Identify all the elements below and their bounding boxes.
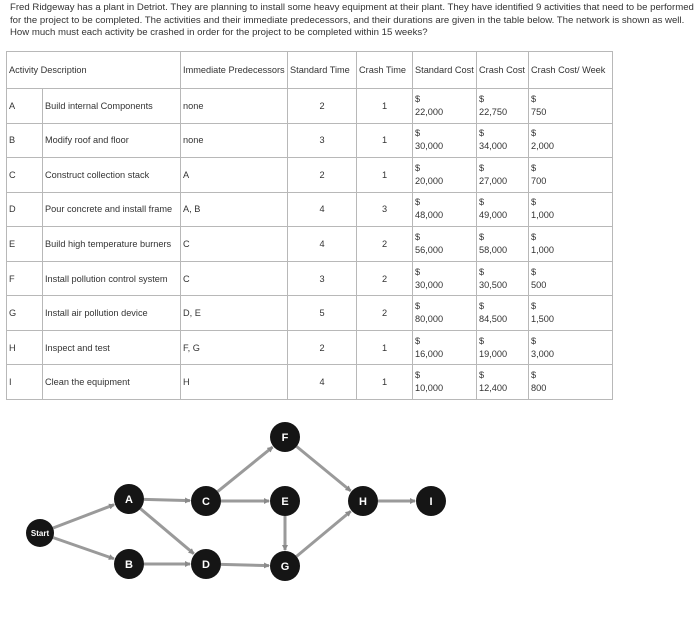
cell-value: 1,500 bbox=[531, 314, 555, 325]
node-label: E bbox=[281, 496, 289, 508]
currency-symbol: $ bbox=[479, 370, 485, 381]
cell-description: Install pollution control system bbox=[43, 261, 181, 296]
cell-value: 750 bbox=[531, 106, 547, 117]
cell-standard-time: 2 bbox=[288, 158, 357, 193]
cell-activity: G bbox=[7, 296, 43, 331]
cell-predecessors: none bbox=[181, 89, 288, 124]
cell-standard-time: 4 bbox=[288, 227, 357, 262]
node-label: G bbox=[280, 561, 290, 573]
node-label: A bbox=[125, 494, 133, 506]
cell-crash-time: 2 bbox=[357, 296, 413, 331]
cell-predecessors: D, E bbox=[181, 296, 288, 331]
cell-standard-time: 3 bbox=[288, 261, 357, 296]
currency-symbol: $ bbox=[415, 370, 421, 381]
table-header-row bbox=[7, 52, 613, 89]
cell-standard-time: 3 bbox=[288, 123, 357, 158]
cell-activity: B bbox=[7, 123, 43, 158]
cell-value: 27,000 bbox=[479, 175, 508, 186]
cell-standard-time: 2 bbox=[288, 330, 357, 365]
cell-crash-cost bbox=[477, 261, 529, 296]
table-row bbox=[7, 89, 613, 124]
cell-value: 30,500 bbox=[479, 279, 508, 290]
cell-crash-time: 1 bbox=[357, 330, 413, 365]
currency-symbol: $ bbox=[479, 231, 485, 242]
table-row bbox=[7, 261, 613, 296]
edge-c-to-f bbox=[218, 447, 273, 491]
node-label: F bbox=[281, 432, 289, 444]
cell-description: Install air pollution device bbox=[43, 296, 181, 331]
currency-symbol: $ bbox=[479, 266, 485, 277]
cell-activity: F bbox=[7, 261, 43, 296]
cell-crash-cost bbox=[477, 365, 529, 400]
cell-value: 700 bbox=[531, 175, 547, 186]
node-a bbox=[114, 484, 144, 514]
cell-standard-cost bbox=[413, 227, 477, 262]
cell-crash-cost bbox=[477, 158, 529, 193]
node-label: Start bbox=[30, 529, 50, 538]
cell-crash-cost bbox=[477, 192, 529, 227]
cell-value: 34,000 bbox=[479, 141, 508, 152]
node-label: H bbox=[359, 496, 367, 508]
cell-crash-time: 3 bbox=[357, 192, 413, 227]
currency-symbol: $ bbox=[531, 197, 537, 208]
currency-symbol: $ bbox=[415, 197, 421, 208]
table-body bbox=[7, 89, 613, 400]
cell-activity: H bbox=[7, 330, 43, 365]
currency-symbol: $ bbox=[415, 335, 421, 346]
cell-predecessors: none bbox=[181, 123, 288, 158]
currency-symbol: $ bbox=[479, 93, 485, 104]
cell-standard-time: 4 bbox=[288, 192, 357, 227]
currency-symbol: $ bbox=[531, 335, 537, 346]
cell-crash-cost-week bbox=[529, 296, 613, 331]
cell-crash-time: 2 bbox=[357, 261, 413, 296]
node-label: D bbox=[202, 559, 210, 571]
table-row bbox=[7, 158, 613, 193]
cell-value: 16,000 bbox=[415, 348, 444, 359]
cell-standard-time: 5 bbox=[288, 296, 357, 331]
cell-description: Pour concrete and install frame bbox=[43, 192, 181, 227]
cell-crash-cost bbox=[477, 296, 529, 331]
cell-standard-cost bbox=[413, 365, 477, 400]
cell-predecessors: A, B bbox=[181, 192, 288, 227]
cell-value: 12,400 bbox=[479, 383, 508, 394]
header-standard-time: Standard Time bbox=[288, 52, 357, 89]
currency-symbol: $ bbox=[479, 335, 485, 346]
edge-f-to-h bbox=[297, 447, 351, 491]
cell-description: Inspect and test bbox=[43, 330, 181, 365]
table-row bbox=[7, 365, 613, 400]
cell-predecessors: H bbox=[181, 365, 288, 400]
cell-standard-cost bbox=[413, 158, 477, 193]
node-g bbox=[270, 551, 300, 581]
cell-activity: C bbox=[7, 158, 43, 193]
cell-crash-cost-week bbox=[529, 330, 613, 365]
currency-symbol: $ bbox=[415, 93, 421, 104]
table-row bbox=[7, 192, 613, 227]
cell-crash-cost-week bbox=[529, 89, 613, 124]
header-description: Description bbox=[40, 65, 87, 75]
cell-crash-cost-week bbox=[529, 227, 613, 262]
node-d bbox=[191, 549, 221, 579]
cell-value: 1,000 bbox=[531, 210, 555, 221]
currency-symbol: $ bbox=[531, 93, 537, 104]
cell-value: 56,000 bbox=[415, 244, 444, 255]
currency-symbol: $ bbox=[531, 162, 537, 173]
table-row bbox=[7, 330, 613, 365]
node-f bbox=[270, 422, 300, 452]
cell-value: 500 bbox=[531, 279, 547, 290]
currency-symbol: $ bbox=[415, 231, 421, 242]
node-e bbox=[270, 486, 300, 516]
currency-symbol: $ bbox=[415, 128, 421, 139]
cell-value: 30,000 bbox=[415, 141, 444, 152]
node-start bbox=[26, 519, 54, 547]
currency-symbol: $ bbox=[531, 231, 537, 242]
cell-standard-cost bbox=[413, 296, 477, 331]
cell-activity: I bbox=[7, 365, 43, 400]
project-network-diagram bbox=[0, 405, 700, 622]
cell-value: 19,000 bbox=[479, 348, 508, 359]
header-activity: Activity bbox=[9, 65, 39, 75]
cell-standard-time: 4 bbox=[288, 365, 357, 400]
cell-predecessors: A bbox=[181, 158, 288, 193]
node-label: C bbox=[202, 496, 210, 508]
edge-d-to-g bbox=[221, 564, 269, 565]
activity-table bbox=[6, 51, 613, 400]
cell-value: 48,000 bbox=[415, 210, 444, 221]
cell-value: 1,000 bbox=[531, 244, 555, 255]
cell-crash-cost-week bbox=[529, 365, 613, 400]
cell-value: 30,000 bbox=[415, 279, 444, 290]
cell-value: 2,000 bbox=[531, 141, 555, 152]
currency-symbol: $ bbox=[479, 197, 485, 208]
cell-crash-cost bbox=[477, 330, 529, 365]
currency-symbol: $ bbox=[415, 266, 421, 277]
cell-value: 80,000 bbox=[415, 314, 444, 325]
table-row bbox=[7, 123, 613, 158]
currency-symbol: $ bbox=[415, 301, 421, 312]
table-row bbox=[7, 227, 613, 262]
cell-value: 800 bbox=[531, 383, 547, 394]
node-c bbox=[191, 486, 221, 516]
cell-predecessors: C bbox=[181, 227, 288, 262]
cell-activity: A bbox=[7, 89, 43, 124]
currency-symbol: $ bbox=[479, 162, 485, 173]
cell-value: 20,000 bbox=[415, 175, 444, 186]
header-crash-cost: Crash Cost bbox=[477, 52, 529, 89]
header-crash-cost-week: Crash Cost/ Week bbox=[529, 52, 613, 89]
node-b bbox=[114, 549, 144, 579]
node-i bbox=[416, 486, 446, 516]
currency-symbol: $ bbox=[531, 301, 537, 312]
cell-predecessors: C bbox=[181, 261, 288, 296]
cell-standard-cost bbox=[413, 261, 477, 296]
cell-value: 84,500 bbox=[479, 314, 508, 325]
cell-description: Construct collection stack bbox=[43, 158, 181, 193]
cell-crash-cost-week bbox=[529, 261, 613, 296]
currency-symbol: $ bbox=[531, 370, 537, 381]
currency-symbol: $ bbox=[531, 128, 537, 139]
currency-symbol: $ bbox=[531, 266, 537, 277]
cell-crash-cost-week bbox=[529, 158, 613, 193]
cell-crash-cost bbox=[477, 89, 529, 124]
edge-start-to-b bbox=[53, 538, 114, 559]
currency-symbol: $ bbox=[479, 301, 485, 312]
cell-description: Modify roof and floor bbox=[43, 123, 181, 158]
node-h bbox=[348, 486, 378, 516]
edge-start-to-a bbox=[53, 505, 114, 528]
cell-crash-time: 2 bbox=[357, 227, 413, 262]
cell-crash-cost bbox=[477, 123, 529, 158]
cell-value: 3,000 bbox=[531, 348, 555, 359]
cell-activity: D bbox=[7, 192, 43, 227]
cell-description: Clean the equipment bbox=[43, 365, 181, 400]
cell-standard-time: 2 bbox=[288, 89, 357, 124]
cell-crash-cost bbox=[477, 227, 529, 262]
edge-a-to-d bbox=[140, 509, 193, 554]
cell-standard-cost bbox=[413, 330, 477, 365]
cell-predecessors: F, G bbox=[181, 330, 288, 365]
table-row bbox=[7, 296, 613, 331]
header-predecessors: Immediate Predecessors bbox=[181, 52, 288, 89]
edge-a-to-c bbox=[144, 499, 190, 500]
cell-crash-cost-week bbox=[529, 192, 613, 227]
currency-symbol: $ bbox=[415, 162, 421, 173]
cell-value: 22,000 bbox=[415, 106, 444, 117]
cell-activity: E bbox=[7, 227, 43, 262]
cell-crash-time: 1 bbox=[357, 365, 413, 400]
cell-description: Build internal Components bbox=[43, 89, 181, 124]
header-standard-cost: Standard Cost bbox=[413, 52, 477, 89]
cell-standard-cost bbox=[413, 192, 477, 227]
currency-symbol: $ bbox=[479, 128, 485, 139]
cell-crash-time: 1 bbox=[357, 123, 413, 158]
header-crash-time: Crash Time bbox=[357, 52, 413, 89]
cell-crash-time: 1 bbox=[357, 89, 413, 124]
node-label: I bbox=[429, 496, 433, 508]
cell-value: 49,000 bbox=[479, 210, 508, 221]
problem-statement: Fred Ridgeway has a plant in Detriot. They are planning to install some heavy equipment at their plant. They have identified 9 activities that need to be performed for the project to be completed. The activities and their immediate predecessors, and their durations are given in the table below. The network is shown as well. How much must each activity be crashed in order for the project to be completed within 15 weeks? bbox=[10, 2, 694, 39]
cell-value: 58,000 bbox=[479, 244, 508, 255]
cell-value: 22,750 bbox=[479, 106, 508, 117]
cell-standard-cost bbox=[413, 123, 477, 158]
node-label: B bbox=[125, 559, 133, 571]
cell-crash-cost-week bbox=[529, 123, 613, 158]
edge-g-to-h bbox=[297, 511, 351, 556]
cell-value: 10,000 bbox=[415, 383, 444, 394]
cell-standard-cost bbox=[413, 89, 477, 124]
header-activity-description bbox=[7, 52, 181, 89]
cell-description: Build high temperature burners bbox=[43, 227, 181, 262]
cell-crash-time: 1 bbox=[357, 158, 413, 193]
